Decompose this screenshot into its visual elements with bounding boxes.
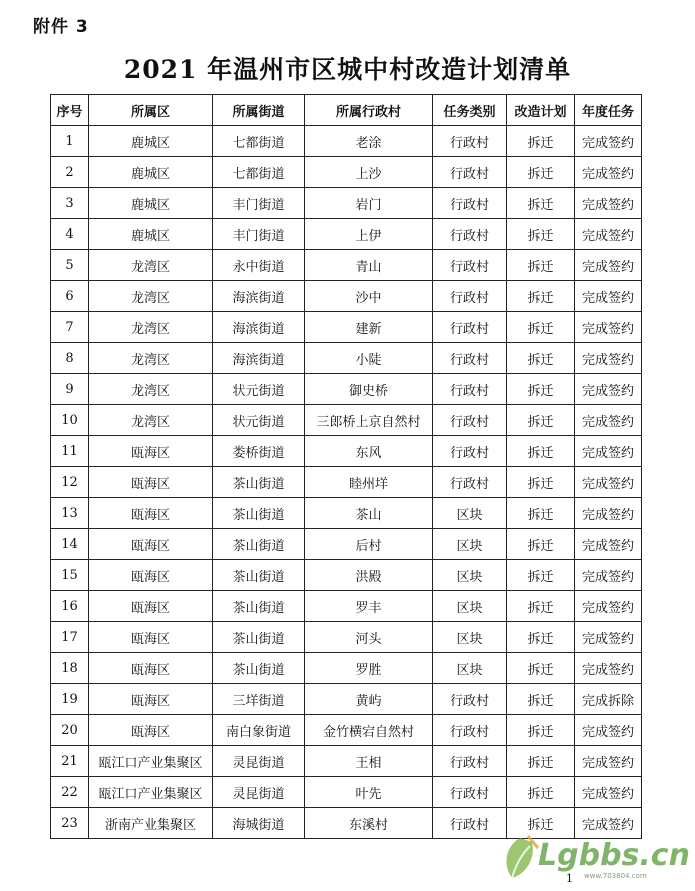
table-cell: 金竹横宕自然村 (305, 715, 433, 746)
column-header: 所属街道 (213, 95, 305, 126)
column-header: 所属区 (89, 95, 213, 126)
table-row (51, 126, 642, 157)
table-cell: 瓯海区 (89, 436, 213, 467)
table-cell: 10 (51, 405, 89, 436)
table-cell: 瓯海区 (89, 684, 213, 715)
table-cell: 9 (51, 374, 89, 405)
table-cell: 完成签约 (575, 560, 642, 591)
table-cell: 14 (51, 529, 89, 560)
table-cell: 完成签约 (575, 715, 642, 746)
table-cell: 22 (51, 777, 89, 808)
table-row (51, 653, 642, 684)
table-cell: 鹿城区 (89, 157, 213, 188)
table-cell: 行政村 (433, 219, 507, 250)
table-cell: 罗胜 (305, 653, 433, 684)
table-cell: 拆迁 (507, 126, 575, 157)
table-cell: 东风 (305, 436, 433, 467)
table-cell: 完成签约 (575, 653, 642, 684)
table-cell: 13 (51, 498, 89, 529)
table-row (51, 219, 642, 250)
site-watermark (498, 826, 688, 886)
table-cell: 上伊 (305, 219, 433, 250)
table-cell: 瓯海区 (89, 653, 213, 684)
table-cell: 12 (51, 467, 89, 498)
table-cell: 行政村 (433, 343, 507, 374)
table-row (51, 529, 642, 560)
table-cell: 完成签约 (575, 343, 642, 374)
table-cell: 茶山街道 (213, 529, 305, 560)
table-cell: 5 (51, 250, 89, 281)
table-cell: 丰门街道 (213, 219, 305, 250)
table-row (51, 715, 642, 746)
table-cell: 行政村 (433, 405, 507, 436)
table-cell: 拆迁 (507, 622, 575, 653)
table-cell: 龙湾区 (89, 281, 213, 312)
table-cell: 海滨街道 (213, 281, 305, 312)
table-cell: 区块 (433, 560, 507, 591)
table-cell: 小陡 (305, 343, 433, 374)
table-cell: 完成签约 (575, 219, 642, 250)
table-cell: 龙湾区 (89, 374, 213, 405)
table-cell: 区块 (433, 622, 507, 653)
table-cell: 龙湾区 (89, 250, 213, 281)
table-cell: 行政村 (433, 374, 507, 405)
table-cell: 瓯海区 (89, 467, 213, 498)
table-cell: 青山 (305, 250, 433, 281)
page-number: 1 (566, 872, 573, 885)
plan-table (50, 94, 642, 839)
table-row (51, 467, 642, 498)
column-header: 所属行政村 (305, 95, 433, 126)
table-cell: 完成签约 (575, 157, 642, 188)
table-cell: 行政村 (433, 467, 507, 498)
table-cell: 拆迁 (507, 436, 575, 467)
table-cell: 茶山 (305, 498, 433, 529)
table-cell: 20 (51, 715, 89, 746)
table-cell: 完成签约 (575, 436, 642, 467)
table-cell: 行政村 (433, 126, 507, 157)
table-row (51, 157, 642, 188)
table-cell: 茶山街道 (213, 560, 305, 591)
table-cell: 拆迁 (507, 777, 575, 808)
table-cell: 海滨街道 (213, 312, 305, 343)
column-header: 任务类别 (433, 95, 507, 126)
table-cell: 区块 (433, 591, 507, 622)
table-cell: 3 (51, 188, 89, 219)
table-cell: 完成签约 (575, 591, 642, 622)
column-header: 年度任务 (575, 95, 642, 126)
table-cell: 七都街道 (213, 126, 305, 157)
table-cell: 瓯海区 (89, 529, 213, 560)
table-cell: 完成签约 (575, 777, 642, 808)
table-cell: 行政村 (433, 436, 507, 467)
table-cell: 三垟街道 (213, 684, 305, 715)
watermark-text: Lgbbs.cn (538, 838, 690, 873)
table-cell: 拆迁 (507, 529, 575, 560)
table-cell: 拆迁 (507, 281, 575, 312)
table-cell: 拆迁 (507, 746, 575, 777)
table-cell: 行政村 (433, 312, 507, 343)
table-cell: 拆迁 (507, 374, 575, 405)
table-cell: 完成签约 (575, 250, 642, 281)
table-cell: 完成签约 (575, 808, 642, 839)
table-cell: 完成拆除 (575, 684, 642, 715)
table-cell: 茶山街道 (213, 498, 305, 529)
table-cell: 1 (51, 126, 89, 157)
table-cell: 区块 (433, 529, 507, 560)
table-cell: 完成签约 (575, 498, 642, 529)
table-cell: 建新 (305, 312, 433, 343)
table-cell: 完成签约 (575, 405, 642, 436)
table-cell: 龙湾区 (89, 343, 213, 374)
table-cell: 拆迁 (507, 188, 575, 219)
table-cell: 拆迁 (507, 312, 575, 343)
table-cell: 行政村 (433, 808, 507, 839)
table-cell: 拆迁 (507, 250, 575, 281)
table-cell: 鹿城区 (89, 219, 213, 250)
page-title: 2021 年温州市区城中村改造计划清单 (123, 55, 572, 84)
watermark-subtext: www.703804.com (584, 872, 647, 880)
table-row (51, 312, 642, 343)
table-cell: 瓯海区 (89, 498, 213, 529)
table-cell: 完成签约 (575, 312, 642, 343)
table-cell: 完成签约 (575, 529, 642, 560)
table-row (51, 746, 642, 777)
table-cell: 6 (51, 281, 89, 312)
table-cell: 御史桥 (305, 374, 433, 405)
table-cell: 老涂 (305, 126, 433, 157)
table-cell: 浙南产业集聚区 (89, 808, 213, 839)
table-cell: 鹿城区 (89, 126, 213, 157)
table-cell: 瓯海区 (89, 591, 213, 622)
table-cell: 7 (51, 312, 89, 343)
table-cell: 11 (51, 436, 89, 467)
table-cell: 瓯江口产业集聚区 (89, 746, 213, 777)
table-row (51, 684, 642, 715)
table-cell: 拆迁 (507, 808, 575, 839)
table-body (51, 126, 642, 839)
table-row (51, 622, 642, 653)
table-cell: 完成签约 (575, 622, 642, 653)
table-cell: 永中街道 (213, 250, 305, 281)
table-cell: 沙中 (305, 281, 433, 312)
table-cell: 拆迁 (507, 219, 575, 250)
table-cell: 完成签约 (575, 746, 642, 777)
table-cell: 行政村 (433, 188, 507, 219)
table-cell: 瓯海区 (89, 715, 213, 746)
table-cell: 18 (51, 653, 89, 684)
table-cell: 行政村 (433, 281, 507, 312)
table-cell: 拆迁 (507, 684, 575, 715)
table-cell: 21 (51, 746, 89, 777)
table-cell: 23 (51, 808, 89, 839)
table-cell: 拆迁 (507, 405, 575, 436)
table-cell: 罗丰 (305, 591, 433, 622)
table-cell: 茶山街道 (213, 622, 305, 653)
table-row (51, 405, 642, 436)
table-cell: 茶山街道 (213, 653, 305, 684)
table-cell: 17 (51, 622, 89, 653)
table-cell: 完成签约 (575, 374, 642, 405)
table-cell: 丰门街道 (213, 188, 305, 219)
table-cell: 行政村 (433, 684, 507, 715)
table-cell: 瓯海区 (89, 622, 213, 653)
table-cell: 洪殿 (305, 560, 433, 591)
table-cell: 行政村 (433, 250, 507, 281)
table-cell: 行政村 (433, 777, 507, 808)
table-cell: 拆迁 (507, 591, 575, 622)
table-cell: 2 (51, 157, 89, 188)
table-cell: 王相 (305, 746, 433, 777)
table-cell: 岩门 (305, 188, 433, 219)
table-cell: 完成签约 (575, 188, 642, 219)
table-cell: 娄桥街道 (213, 436, 305, 467)
table-cell: 灵昆街道 (213, 777, 305, 808)
table-cell: 状元街道 (213, 405, 305, 436)
table-cell: 拆迁 (507, 343, 575, 374)
table-cell: 茶山街道 (213, 467, 305, 498)
table-cell: 拆迁 (507, 653, 575, 684)
table-row (51, 250, 642, 281)
table-cell: 龙湾区 (89, 405, 213, 436)
table-cell: 19 (51, 684, 89, 715)
table-cell: 拆迁 (507, 560, 575, 591)
table-cell: 完成签约 (575, 281, 642, 312)
table-cell: 后村 (305, 529, 433, 560)
table-cell: 4 (51, 219, 89, 250)
attachment-label: 附件 3 (33, 17, 89, 37)
table-row (51, 188, 642, 219)
table-cell: 龙湾区 (89, 312, 213, 343)
table-cell: 瓯海区 (89, 560, 213, 591)
table-cell: 16 (51, 591, 89, 622)
table-cell: 七都街道 (213, 157, 305, 188)
table-cell: 拆迁 (507, 157, 575, 188)
table-cell: 行政村 (433, 746, 507, 777)
table-cell: 拆迁 (507, 715, 575, 746)
table-cell: 上沙 (305, 157, 433, 188)
leaf-logo-icon (498, 834, 542, 884)
table-cell: 完成签约 (575, 126, 642, 157)
table-cell: 区块 (433, 653, 507, 684)
table-cell: 茶山街道 (213, 591, 305, 622)
table-row (51, 436, 642, 467)
table-cell: 灵昆街道 (213, 746, 305, 777)
table-cell: 海城街道 (213, 808, 305, 839)
table-cell: 状元街道 (213, 374, 305, 405)
table-row (51, 498, 642, 529)
table-row (51, 777, 642, 808)
table-cell: 东溪村 (305, 808, 433, 839)
column-header: 序号 (51, 95, 89, 126)
table-cell: 海滨街道 (213, 343, 305, 374)
table-row (51, 591, 642, 622)
table-cell: 区块 (433, 498, 507, 529)
table-cell: 拆迁 (507, 467, 575, 498)
table-cell: 完成签约 (575, 467, 642, 498)
table-cell: 行政村 (433, 715, 507, 746)
table-row (51, 281, 642, 312)
table-cell: 河头 (305, 622, 433, 653)
table-cell: 行政村 (433, 157, 507, 188)
column-header: 改造计划 (507, 95, 575, 126)
table-cell: 南白象街道 (213, 715, 305, 746)
table-header-row (51, 95, 642, 126)
table-cell: 睦州垟 (305, 467, 433, 498)
table-row (51, 343, 642, 374)
table-cell: 8 (51, 343, 89, 374)
table-cell: 鹿城区 (89, 188, 213, 219)
table-cell: 15 (51, 560, 89, 591)
table-row (51, 560, 642, 591)
table-cell: 拆迁 (507, 498, 575, 529)
table-cell: 黄屿 (305, 684, 433, 715)
table-cell: 三郎桥上京自然村 (305, 405, 433, 436)
table-cell: 瓯江口产业集聚区 (89, 777, 213, 808)
table-cell: 叶先 (305, 777, 433, 808)
table-row (51, 374, 642, 405)
